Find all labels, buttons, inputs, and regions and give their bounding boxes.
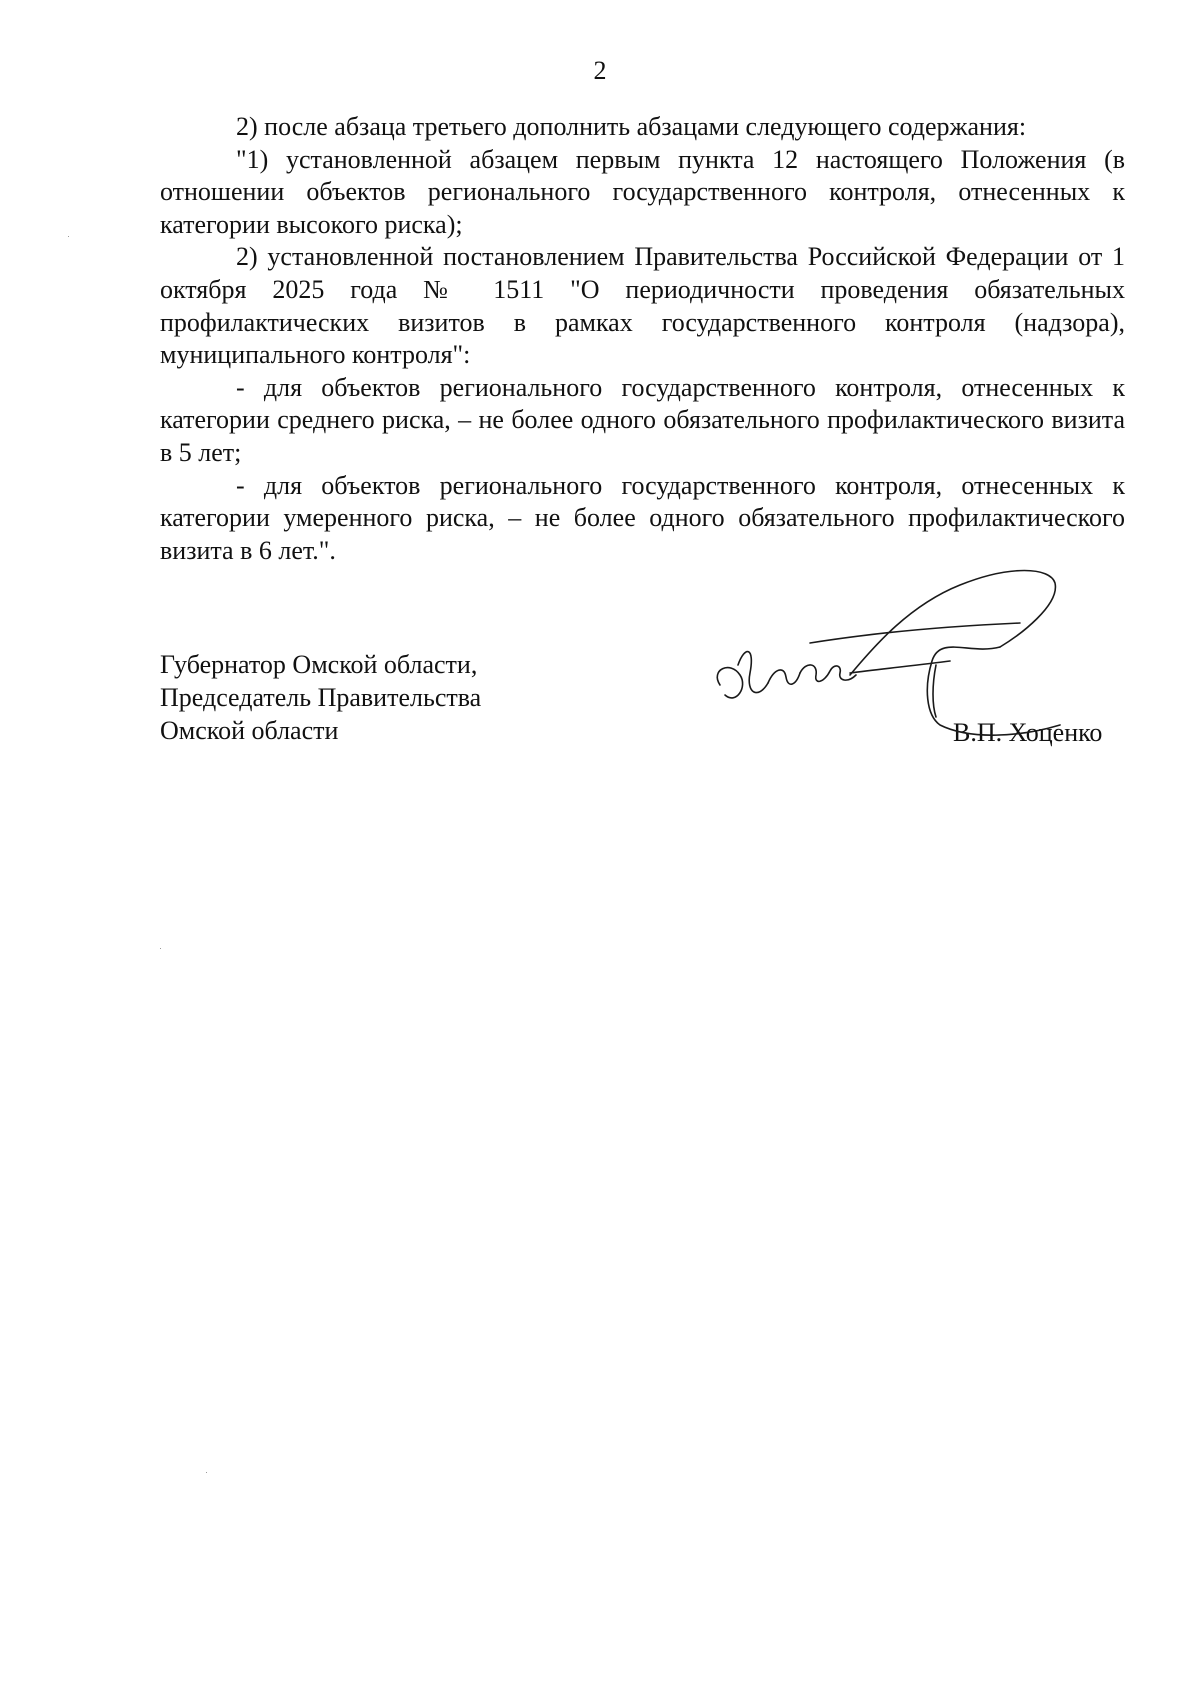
paragraph-5: - для объектов регионального государственного контроля, отнесенных к категории умеренного риска, – не более одного обязательного профилактического визита в 6 лет.". bbox=[160, 470, 1125, 565]
handwritten-signature bbox=[700, 565, 1120, 785]
paragraph-2: "1) установленной абзацем первым пункта 12 настоящего Положения (в отношении объектов регионального государственного контроля, отнесенных к категории высокого риска); bbox=[160, 144, 1125, 239]
signatory-title-line-3: Омской области bbox=[160, 716, 339, 745]
signatory-title-line-1: Губернатор Омской области, bbox=[160, 650, 478, 679]
signer-name: В.П. Хоценко bbox=[953, 718, 1103, 747]
scan-speck bbox=[206, 1472, 207, 1473]
paragraph-4: - для объектов регионального государственного контроля, отнесенных к категории среднего риска, – не более одного обязательного профилактического визита в 5 лет; bbox=[160, 372, 1125, 467]
page-number: 2 bbox=[593, 56, 607, 85]
signatory-title bbox=[160, 648, 481, 747]
scan-speck bbox=[68, 236, 69, 237]
signatory-title-line-2: Председатель Правительства bbox=[160, 683, 482, 712]
paragraph-1: 2) после абзаца третьего дополнить абзацами следующего содержания: bbox=[236, 112, 1027, 141]
scan-speck bbox=[160, 948, 161, 949]
document-body bbox=[160, 111, 1125, 567]
paragraph-3: 2) установленной постановлением Правительства Российской Федерации от 1 октября 2025 года № 1511 "О периодичности проведения обязательных профилактических визитов в рамках государственного контроля (надзора), муниципального контроля": bbox=[160, 242, 1125, 370]
